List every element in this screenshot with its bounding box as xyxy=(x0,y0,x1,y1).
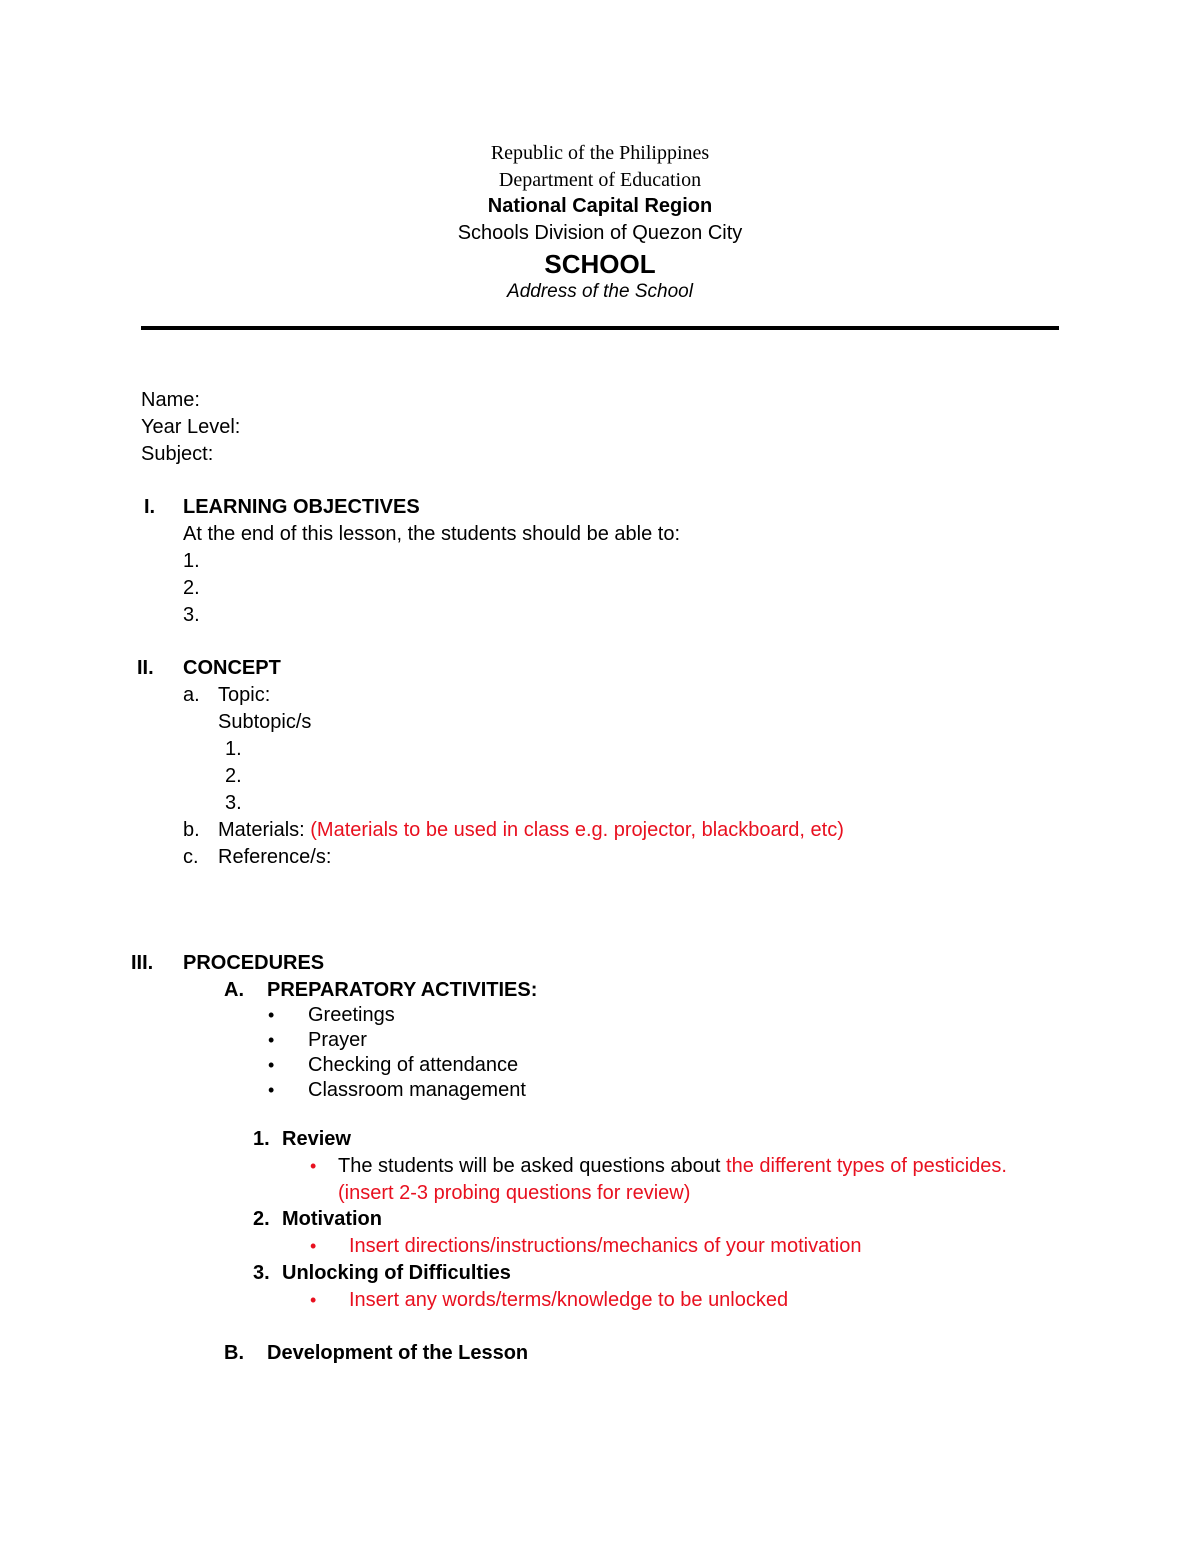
unlocking-title: Unlocking of Difficulties xyxy=(282,1262,511,1284)
motivation-marker: 2. xyxy=(253,1208,270,1230)
objective-item: 2. xyxy=(183,577,200,599)
header-school: SCHOOL xyxy=(544,249,656,279)
prep-item: Checking of attendance xyxy=(308,1054,519,1076)
bullet-icon: • xyxy=(268,1005,275,1025)
topic-marker: a. xyxy=(183,684,200,706)
review-marker: 1. xyxy=(253,1128,270,1150)
unlocking-text: Insert any words/terms/knowledge to be unlocked xyxy=(349,1289,789,1311)
objective-item: 1. xyxy=(183,550,200,572)
references-marker: c. xyxy=(183,846,199,868)
header-divider xyxy=(141,326,1059,330)
prep-item: Classroom management xyxy=(308,1079,526,1101)
bullet-icon: • xyxy=(268,1055,275,1075)
dev-title: Development of the Lesson xyxy=(267,1342,529,1364)
materials-note: (Materials to be used in class e.g. projector, blackboard, etc) xyxy=(310,819,844,841)
header-republic: Republic of the Philippines xyxy=(490,142,710,164)
topic-label: Topic: xyxy=(218,684,271,706)
review-topic: the different types of pesticides. xyxy=(726,1155,1007,1177)
section-numeral-procedures: III. xyxy=(131,952,154,974)
objectives-intro: At the end of this lesson, the students should be able to: xyxy=(183,523,681,545)
review-note: (insert 2-3 probing questions for review) xyxy=(338,1182,691,1204)
review-title: Review xyxy=(282,1128,351,1150)
bullet-icon: • xyxy=(310,1236,317,1256)
prep-item: Prayer xyxy=(308,1029,367,1051)
materials-marker: b. xyxy=(183,819,200,841)
bullet-icon: • xyxy=(310,1290,317,1310)
section-title-procedures: PROCEDURES xyxy=(183,952,325,974)
review-line xyxy=(338,1154,1007,1178)
subtopic-item: 3. xyxy=(225,792,242,814)
header-department: Department of Education xyxy=(498,169,702,191)
header-division: Schools Division of Quezon City xyxy=(457,222,743,244)
objective-item: 3. xyxy=(183,604,200,626)
bullet-icon: • xyxy=(268,1080,275,1100)
prep-marker: A. xyxy=(224,979,244,1001)
year-level-label: Year Level: xyxy=(141,416,241,438)
header-region: National Capital Region xyxy=(487,195,713,217)
motivation-text: Insert directions/instructions/mechanics of your motivation xyxy=(349,1235,862,1257)
subtopic-item: 1. xyxy=(225,738,242,760)
dev-marker: B. xyxy=(224,1342,244,1364)
header-address: Address of the School xyxy=(507,281,693,302)
prep-title: PREPARATORY ACTIVITIES: xyxy=(267,979,538,1001)
subject-label: Subject: xyxy=(141,443,214,465)
references-label: Reference/s: xyxy=(218,846,332,868)
bullet-icon: • xyxy=(268,1030,275,1050)
prep-item: Greetings xyxy=(308,1004,395,1026)
materials-line xyxy=(218,818,844,842)
section-title-concept: CONCEPT xyxy=(183,657,281,679)
materials-label: Materials: xyxy=(218,819,305,841)
motivation-title: Motivation xyxy=(282,1208,382,1230)
section-title-objectives: LEARNING OBJECTIVES xyxy=(183,496,420,518)
section-numeral-concept: II. xyxy=(137,657,154,679)
section-numeral-objectives: I. xyxy=(144,496,156,518)
subtopic-label: Subtopic/s xyxy=(218,711,312,733)
review-text: The students will be asked questions about xyxy=(338,1155,721,1177)
subtopic-item: 2. xyxy=(225,765,242,787)
unlocking-marker: 3. xyxy=(253,1262,270,1284)
bullet-icon: • xyxy=(310,1156,317,1176)
name-label: Name: xyxy=(141,389,200,411)
